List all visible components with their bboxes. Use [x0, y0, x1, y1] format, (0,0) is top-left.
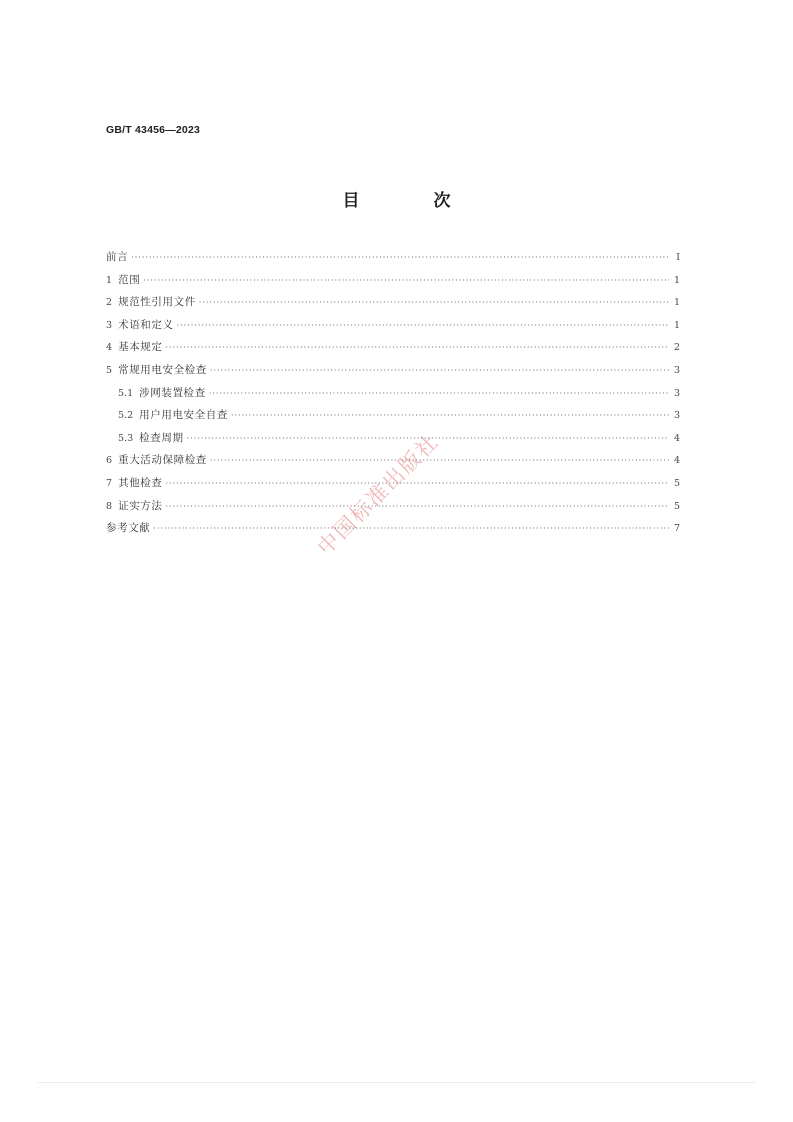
toc-entry-number: 5 — [106, 364, 119, 376]
toc-entry-label: 重大活动保障检查 — [118, 454, 207, 467]
toc-entry-label: 规范性引用文件 — [118, 296, 196, 309]
toc-dot-leader — [210, 360, 669, 383]
toc-entry[interactable] — [106, 427, 680, 450]
toc-entry-label: 检查周期 — [139, 431, 184, 444]
toc-entry-page: 5 — [673, 500, 680, 512]
toc-entry-label: 涉网装置检查 — [139, 386, 206, 399]
toc-dot-leader — [166, 337, 670, 360]
toc-entry-label: 用户用电安全自查 — [139, 409, 228, 422]
toc-entry-label: 证实方法 — [118, 499, 163, 512]
toc-entry-label: 基本规定 — [118, 341, 163, 354]
toc-dot-leader — [210, 450, 669, 473]
toc-entry-label: 术语和定义 — [118, 318, 174, 331]
toc-entry-label: 参考文献 — [106, 522, 151, 535]
toc-entry[interactable] — [106, 269, 680, 292]
toc-entry-number: 4 — [106, 342, 119, 354]
bottom-divider — [38, 1082, 755, 1083]
toc-dot-leader — [199, 292, 669, 315]
toc-entry-label: 前言 — [106, 251, 129, 263]
toc-entry-label: 其他检查 — [118, 476, 163, 489]
toc-entry-label: 范围 — [118, 273, 141, 286]
toc-entry-page: 1 — [673, 297, 680, 309]
toc-entry-page: 3 — [673, 364, 680, 376]
toc-entry-page: Ⅰ — [676, 252, 680, 263]
toc-entry-page: 5 — [673, 477, 680, 489]
toc-entry[interactable] — [106, 404, 680, 427]
toc-entry-page: 2 — [673, 342, 680, 354]
toc-dot-leader — [166, 496, 670, 519]
toc-dot-leader — [231, 405, 669, 428]
toc-entry[interactable] — [106, 336, 680, 359]
toc-entry-number: 6 — [106, 455, 119, 467]
toc-entry-page: 1 — [673, 319, 680, 331]
toc-entry[interactable] — [106, 382, 680, 405]
toc-dot-leader — [131, 247, 669, 270]
toc-entry-page: 4 — [673, 455, 680, 467]
toc-entry-number: 2 — [106, 297, 119, 309]
toc-entry-number: 3 — [106, 319, 119, 331]
toc-entry[interactable] — [106, 314, 680, 337]
toc-dot-leader — [209, 383, 669, 406]
publisher-watermark: 中国标准出版社 — [312, 428, 444, 560]
toc-entry[interactable] — [106, 291, 680, 314]
toc-dot-leader — [166, 473, 670, 496]
toc-title: 目 次 — [342, 191, 485, 211]
toc-dot-leader — [177, 315, 669, 338]
toc-entry-number: 5.2 — [118, 410, 140, 422]
toc-entry-number: 5.1 — [118, 387, 140, 399]
toc-entry-number: 1 — [106, 274, 119, 286]
toc-entry-page: 3 — [673, 387, 680, 399]
toc-entry-page: 3 — [673, 410, 680, 422]
toc-entry-page: 7 — [673, 523, 680, 535]
toc-entry[interactable] — [106, 517, 680, 540]
toc-entry-number: 8 — [106, 500, 119, 512]
toc-entry[interactable] — [106, 246, 680, 269]
toc-entry-label: 常规用电安全检查 — [118, 363, 207, 376]
standard-number: GB/T 43456—2023 — [106, 124, 201, 136]
toc-entry-page: 4 — [673, 432, 680, 444]
toc-entry-number: 5.3 — [118, 432, 140, 444]
toc-entry-number: 7 — [106, 477, 119, 489]
toc-dot-leader — [153, 518, 669, 541]
toc-dot-leader — [143, 270, 669, 293]
toc-entry[interactable] — [106, 359, 680, 382]
toc-entry-page: 1 — [673, 274, 680, 286]
